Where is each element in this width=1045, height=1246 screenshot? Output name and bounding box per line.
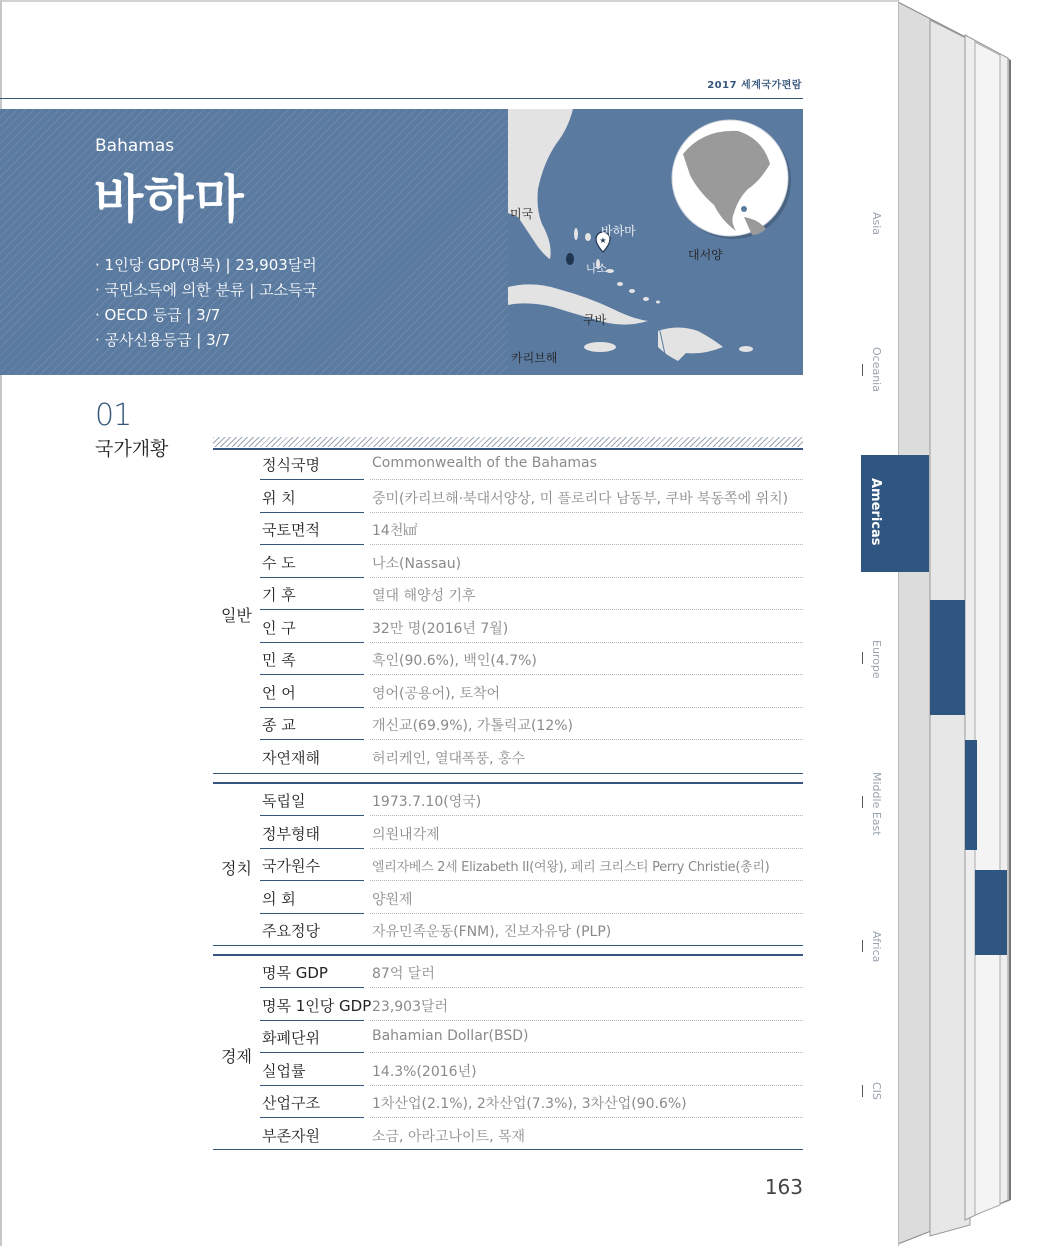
table-group-politics [213, 782, 803, 946]
stat-income-class: · 국민소득에 의한 분류 | 고소득국 [95, 281, 318, 299]
globe-marker [741, 206, 747, 212]
side-tab-middle-east[interactable]: Middle East [870, 772, 883, 836]
row-label: 언 어 [262, 683, 296, 702]
table-row [260, 784, 803, 816]
book-title: 2017 세계국가편람 [707, 80, 802, 91]
row-value: 의원내각제 [372, 826, 440, 843]
map-svg [508, 109, 803, 375]
category-label: 경제 [221, 1047, 252, 1066]
side-tab-tick [862, 652, 863, 664]
stat-gdp-per-capita: · 1인당 GDP(명목) | 23,903달러 [95, 256, 317, 274]
country-map [508, 109, 803, 375]
row-value: 중미(카리브해·북대서양상, 미 플로리다 남동부, 쿠바 북동쪽에 위치) [372, 490, 789, 507]
row-label: 주요정당 [262, 922, 320, 940]
table-row [260, 546, 803, 578]
row-label: 인 구 [262, 618, 296, 637]
row-label: 수 도 [262, 553, 296, 572]
side-tab-americas[interactable]: Americas [868, 478, 883, 546]
table-row [260, 1119, 803, 1151]
country-name-en: Bahamas [95, 136, 175, 156]
category-label: 정치 [221, 859, 252, 878]
table-row [260, 448, 803, 480]
row-value: 흑인(90.6%), 백인(4.7%) [372, 653, 537, 669]
table-row [260, 1021, 803, 1053]
page-number: 163 [764, 1175, 803, 1199]
row-value: 14.3%(2016년) [372, 1063, 477, 1080]
row-label: 명목 1인당 GDP [262, 996, 372, 1015]
row-label: 산업구조 [262, 1094, 320, 1112]
row-value: 14천㎢ [372, 523, 418, 539]
row-label: 국가원수 [262, 857, 320, 875]
row-label: 부존자원 [262, 1126, 320, 1145]
svg-text:★: ★ [599, 236, 607, 245]
row-label: 화폐단위 [262, 1029, 320, 1047]
row-value: 87억 달러 [372, 966, 435, 982]
table-row [260, 1054, 803, 1086]
map-label-usa: 미국 [510, 207, 534, 221]
row-value: 자유민족운동(FNM), 진보자유당 (PLP) [372, 924, 612, 940]
table-row [260, 989, 803, 1021]
category-label: 일반 [221, 606, 252, 625]
map-label-caribbean: 카리브해 [511, 351, 558, 365]
side-tab-tick [862, 364, 863, 376]
table-row [260, 643, 803, 675]
table-row [260, 817, 803, 849]
side-tab-tick [862, 1085, 863, 1097]
row-value: 1차산업(2.1%), 2차산업(7.3%), 3차산업(90.6%) [372, 1096, 687, 1112]
side-tab-europe[interactable]: Europe [870, 640, 883, 679]
side-tab-africa[interactable]: Africa [870, 931, 883, 963]
row-value: 나소(Nassau) [372, 555, 462, 572]
table-row [260, 741, 803, 773]
row-label: 의 회 [262, 889, 296, 908]
side-tab-oceania[interactable]: Oceania [870, 347, 883, 392]
row-label: 종 교 [262, 716, 296, 734]
map-label-bahamas: 바하마 [601, 224, 636, 238]
table-row [260, 676, 803, 708]
map-label-cuba: 쿠바 [583, 313, 607, 327]
row-label: 실업률 [262, 1061, 306, 1080]
row-value: Bahamian Dollar(BSD) [372, 1028, 529, 1044]
side-tab-tick [862, 940, 863, 952]
row-label: 민 족 [262, 651, 296, 669]
table-group-general [213, 448, 803, 774]
table-row [260, 513, 803, 545]
map-label-nassau: 나소 [586, 262, 608, 275]
row-value: 엘리자베스 2세 Elizabeth II(여왕), 페리 크리스티 Perry Christie(총리) [372, 860, 770, 875]
row-value: Commonwealth of the Bahamas [372, 455, 597, 471]
row-label: 국토면적 [262, 521, 320, 539]
row-label: 기 후 [262, 586, 296, 604]
row-value: 영어(공용어), 토착어 [372, 685, 501, 702]
table-row [260, 708, 803, 740]
country-name-ko: 바하마 [94, 171, 245, 230]
table-row [260, 481, 803, 513]
row-value: 32만 명(2016년 7월) [372, 620, 509, 637]
side-tab-tick [862, 796, 863, 808]
stat-oecd-grade: · OECD 등급 | 3/7 [95, 306, 221, 324]
row-value: 양원제 [372, 891, 413, 908]
side-tab-cis[interactable]: CIS [870, 1082, 883, 1100]
row-label: 정부형태 [262, 824, 320, 843]
row-value: 23,903달러 [372, 998, 449, 1015]
row-value: 소금, 아라고나이트, 목재 [372, 1128, 526, 1145]
row-label: 자연재해 [262, 748, 320, 767]
table-row [260, 956, 803, 988]
row-label: 명목 GDP [262, 964, 328, 982]
table-row [260, 611, 803, 643]
row-value: 1973.7.10(영국) [372, 794, 482, 810]
table-hatch-header [213, 437, 803, 447]
header-rule [0, 98, 803, 99]
row-value: 개신교(69.9%), 가톨릭교(12%) [372, 718, 574, 734]
row-value: 열대 해양성 기후 [372, 588, 476, 604]
table-group-economy [213, 954, 803, 1150]
country-stats [95, 253, 317, 353]
row-label: 독립일 [262, 792, 306, 810]
table-row [260, 1086, 803, 1118]
table-row [260, 882, 803, 914]
table-row [260, 914, 803, 946]
side-tab-asia[interactable]: Asia [870, 212, 883, 236]
table-row [260, 849, 803, 881]
row-label: 정식국명 [262, 456, 320, 474]
table-row [260, 578, 803, 610]
section-number: 01 [95, 398, 132, 433]
stat-credit-grade: · 공사신용등급 | 3/7 [95, 331, 231, 349]
map-label-atlantic: 대서양 [688, 248, 723, 262]
row-label: 위 치 [262, 488, 296, 507]
page-top-border [0, 0, 898, 2]
section-title: 국가개황 [95, 438, 169, 460]
row-value: 허리케인, 열대폭풍, 홍수 [372, 750, 526, 767]
